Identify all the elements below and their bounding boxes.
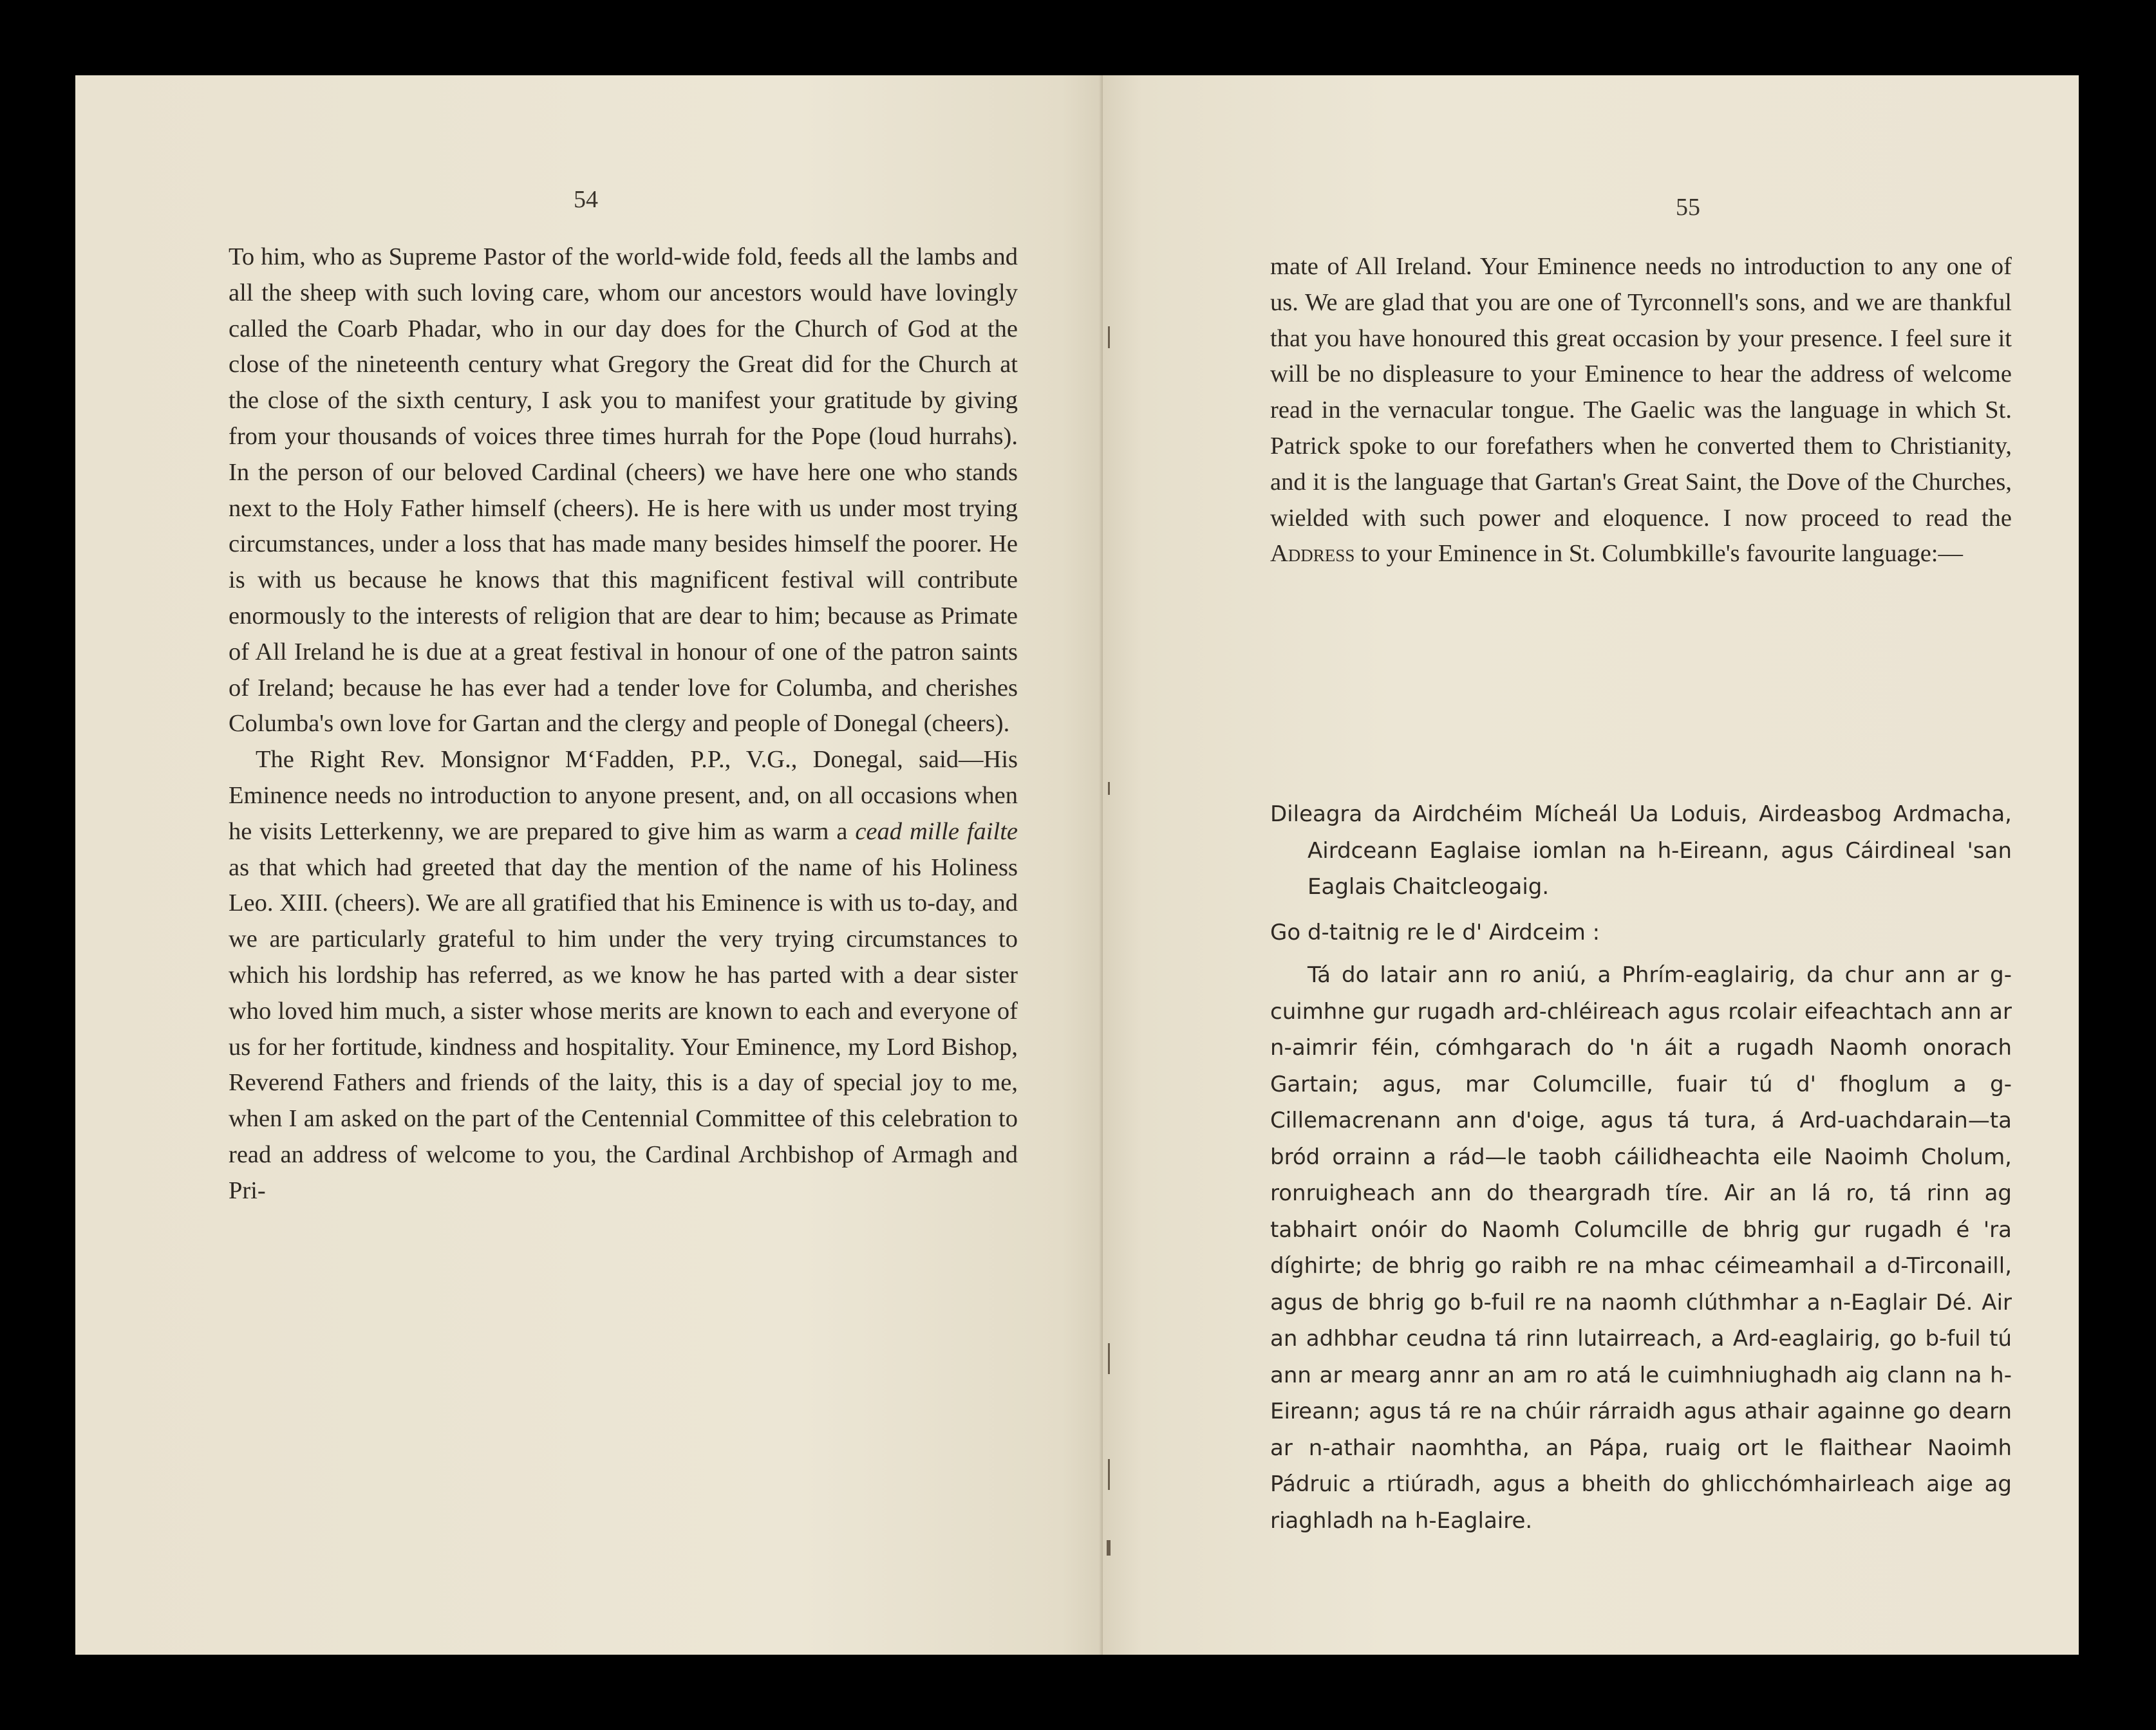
left-page (75, 75, 1103, 1655)
right-text-block (1270, 249, 2012, 572)
irish-heading: Dileagra da Airdchéim Mícheál Ua Loduis, Airdeasbog Ardmacha, Airdceann Eaglaise iomlan na h-Eireann, agus Cáirdineal 'san Eaglais Chaitcleogaig. (1270, 801, 2012, 900)
margin-mark (1108, 782, 1110, 795)
introduction-text-a: mate of All Ireland. Your Eminence needs no introduction to any one of us. We are glad that you are one of Tyrconnell's sons, and we are thankful that you have honoured this great occasion by your presence. I feel sure it will be no displeasure to your Eminence to hear the address of welcome read in the vernacular tongue. The Gaelic was the language in which St. Patrick spoke to our forefathers when he converted them to Christianity, and it is the language that Gartan's Great Saint, the Dove of the Churches, wielded with such power and eloquence. I now proceed to read the (1270, 253, 2012, 532)
irish-address (1270, 796, 2012, 1539)
cead-mille-failte: cead mille failte (855, 817, 1018, 845)
right-page (1103, 75, 2079, 1655)
page-number-left: 54 (574, 186, 598, 213)
mcfadden-text-b: as that which had greeted that day the mention of the name of his Holiness Leo. XIII. (cheers). We are all gratified that his Eminence is with us to-day, and we are particularly grateful to him under the very trying circumstances to which his lordship has referred, as we know he has parted with a dear sister who loved him much, a sister whose merits are known to each and everyone of us for her fortitude, kindness and hospitality. Your Eminence, my Lord Bishop, Reverend Fathers and friends of the laity, this is a day of special joy to me, when I am asked on the part of the Centennial Committee of this celebration to read an address of welcome to you, the Cardinal Archbishop of Armagh and Pri- (229, 853, 1018, 1204)
margin-mark (1108, 1343, 1110, 1374)
page-number-right: 55 (1676, 194, 1700, 221)
address-smallcaps: Address (1270, 540, 1355, 568)
irish-salutation: Go d-taitnig re le d' Airdceim : (1270, 919, 1600, 945)
left-text-block (229, 239, 1018, 1209)
margin-mark (1108, 326, 1110, 348)
margin-mark (1107, 1540, 1111, 1556)
paragraph-cardinal-address: To him, who as Supreme Pastor of the world-wide fold, feeds all the lambs and all the sheep with such loving care, whom our ancestors would have lovingly called the Coarb Phadar, who in our day does for the Church of God at the close of the nineteenth century what Gregory the Great did for the Church at the close of the sixth century, I ask you to manifest your gratitude by giving from your thousands of voices three times hurrah for the Pope (loud hurrahs). In the person of our beloved Cardinal (cheers) we have here one who stands next to the Holy Father himself (cheers). He is here with us under most trying circumstances, under a loss that has made many besides himself the poorer. He is with us because he knows that this magnificent festival will contribute enormously to the interests of religion that are dear to him; because as Primate of All Ireland he is due at a great festival in honour of one of the patron saints of Ireland; because he has ever had a tender love for Columba, and cherishes Columba's own love for Gartan and the clergy and people of Donegal (cheers). (229, 243, 1018, 738)
mcfadden-text-a: The Right Rev. Monsignor M‘Fadden, P.P., V.G., Donegal, said—His Eminence needs no introduction to anyone present, and, on all occasions when he visits Letterkenny, we are prepared to give him as warm a (229, 746, 1018, 845)
paragraph-introduction (1270, 249, 2012, 572)
irish-body: Tá do latair ann ro aniú, a Phrím-eaglairig, da chur ann ar g-cuimhne gur rugadh ard-chléireach agus rcolair eifeachtach ann ar n-aimrir féin, cómhgarach do 'n áit a rugadh Naomh onorach Gartain; agus, mar Columcille, fuair tú d' fhoglum a g-Cillemacrenann ann d'oige, agus tá tura, á Ard-uachdarain—ta bród orrainn a rád—le taobh cáilidheachta eile Naoimh Cholum, ronruigheach ann do theargradh tíre. Air an lá ro, tá rinn ag tabhairt onóir do Naomh Columcille de bhrig gur rugadh é 'ra díghirte; de bhrig go raibh re na mhac céimeamhail a d-Tirconaill, agus de bhrig go b-fuil re na naomh clúthmhar a n-Eaglair Dé. Air an adhbhar ceudna tá rinn lutairreach, a Ard-eaglairig, go b-fuil tú ann ar mearg annr an am ro atá le cuimhniughadh aig clann na h-Eireann; agus tá re na chúir rárraidh agus athair againne go dearn ar n-athair naomhtha, an Pápa, ruaig ort le flaithear Naoimh Pádruic a rtiúradh, agus a bheith do ghlicchómhairleach aige ag riaghladh na h-Eaglaire. (1270, 962, 2012, 1534)
paragraph-mcfadden (229, 742, 1018, 1209)
book-spread (75, 75, 2079, 1655)
margin-mark (1108, 1459, 1110, 1490)
introduction-text-b: to your Eminence in St. Columbkille's favourite language:— (1355, 540, 1964, 568)
